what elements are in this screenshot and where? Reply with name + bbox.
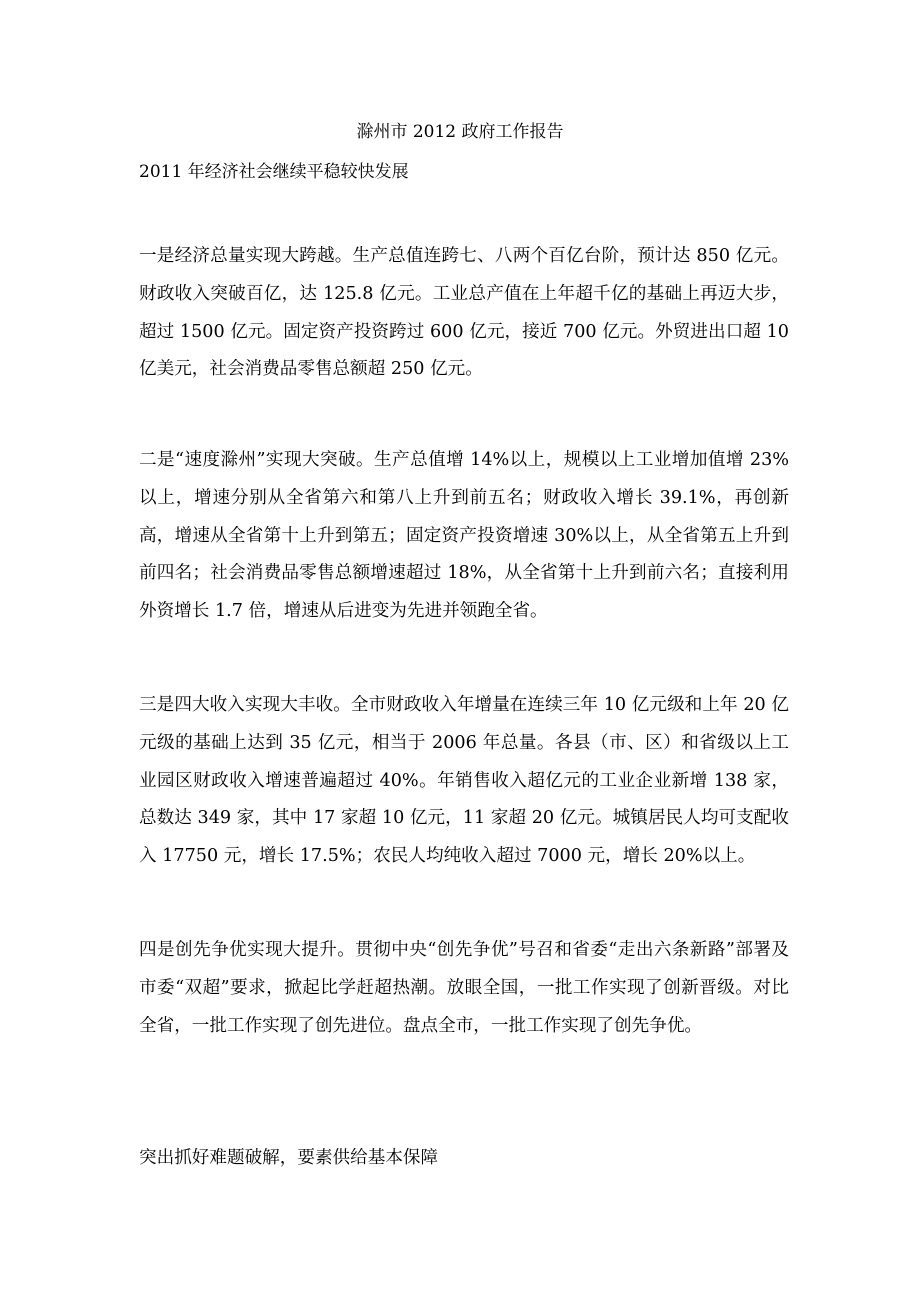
paragraph-income-harvest: 三是四大收入实现大丰收。全市财政收入年增量在连续三年 10 亿元级和上年 20 亿元级的基础上达到 35 亿元，相当于 2006 年总量。各县（市、区）和省级以上工业园区财政收入增速普遍超过 40%。年销售收入超亿元的工业企业新增 138 家，总数达 349 家，其中 17 家超 10 亿元，11 家超 20 亿元。城镇居民人均可支配收入 17750 元，增长 17.5%；农民人均纯收入超过 7000 元，增长 20%以上。 bbox=[139, 695, 789, 867]
section-heading: 突出抓好难题破解，要素供给基本保障 bbox=[139, 1148, 439, 1168]
paragraph-growth-speed: 二是“速度滁州”实现大突破。生产总值增 14%以上，规模以上工业增加值增 23%以上，增速分别从全省第六和第八上升到前五名；财政收入增长 39.1%，再创新高，增速从全省第十上升到第五；固定资产投资增速 30%以上，从全省第五上升到前四名；社会消费品零售总额增速超过 18%，从全省第十上升到前六名；直接利用外资增长 1.7 倍，增速从后进变为先进并领跑全省。 bbox=[139, 450, 789, 622]
paragraph-economic-scale: 一是经济总量实现大跨越。生产总值连跨七、八两个百亿台阶，预计达 850 亿元。财政收入突破百亿，达 125.8 亿元。工业总产值在上年超千亿的基础上再迈大步，超过 1500 亿元。固定资产投资跨过 600 亿元，接近 700 亿元。外贸进出口超 10 亿美元，社会消费品零售总额超 250 亿元。 bbox=[139, 246, 789, 380]
paragraph-excellence: 四是创先争优实现大提升。贯彻中央“创先争优”号召和省委“走出六条新路”部署及市委“双超”要求，掀起比学赶超热潮。放眼全国，一批工作实现了创新晋级。对比全省，一批工作实现了创先进位。盘点全市，一批工作实现了创先争优。 bbox=[139, 940, 789, 1036]
section-subtitle: 2011 年经济社会继续平稳较快发展 bbox=[139, 162, 409, 182]
document-title: 滁州市 2012 政府工作报告 bbox=[356, 122, 564, 142]
